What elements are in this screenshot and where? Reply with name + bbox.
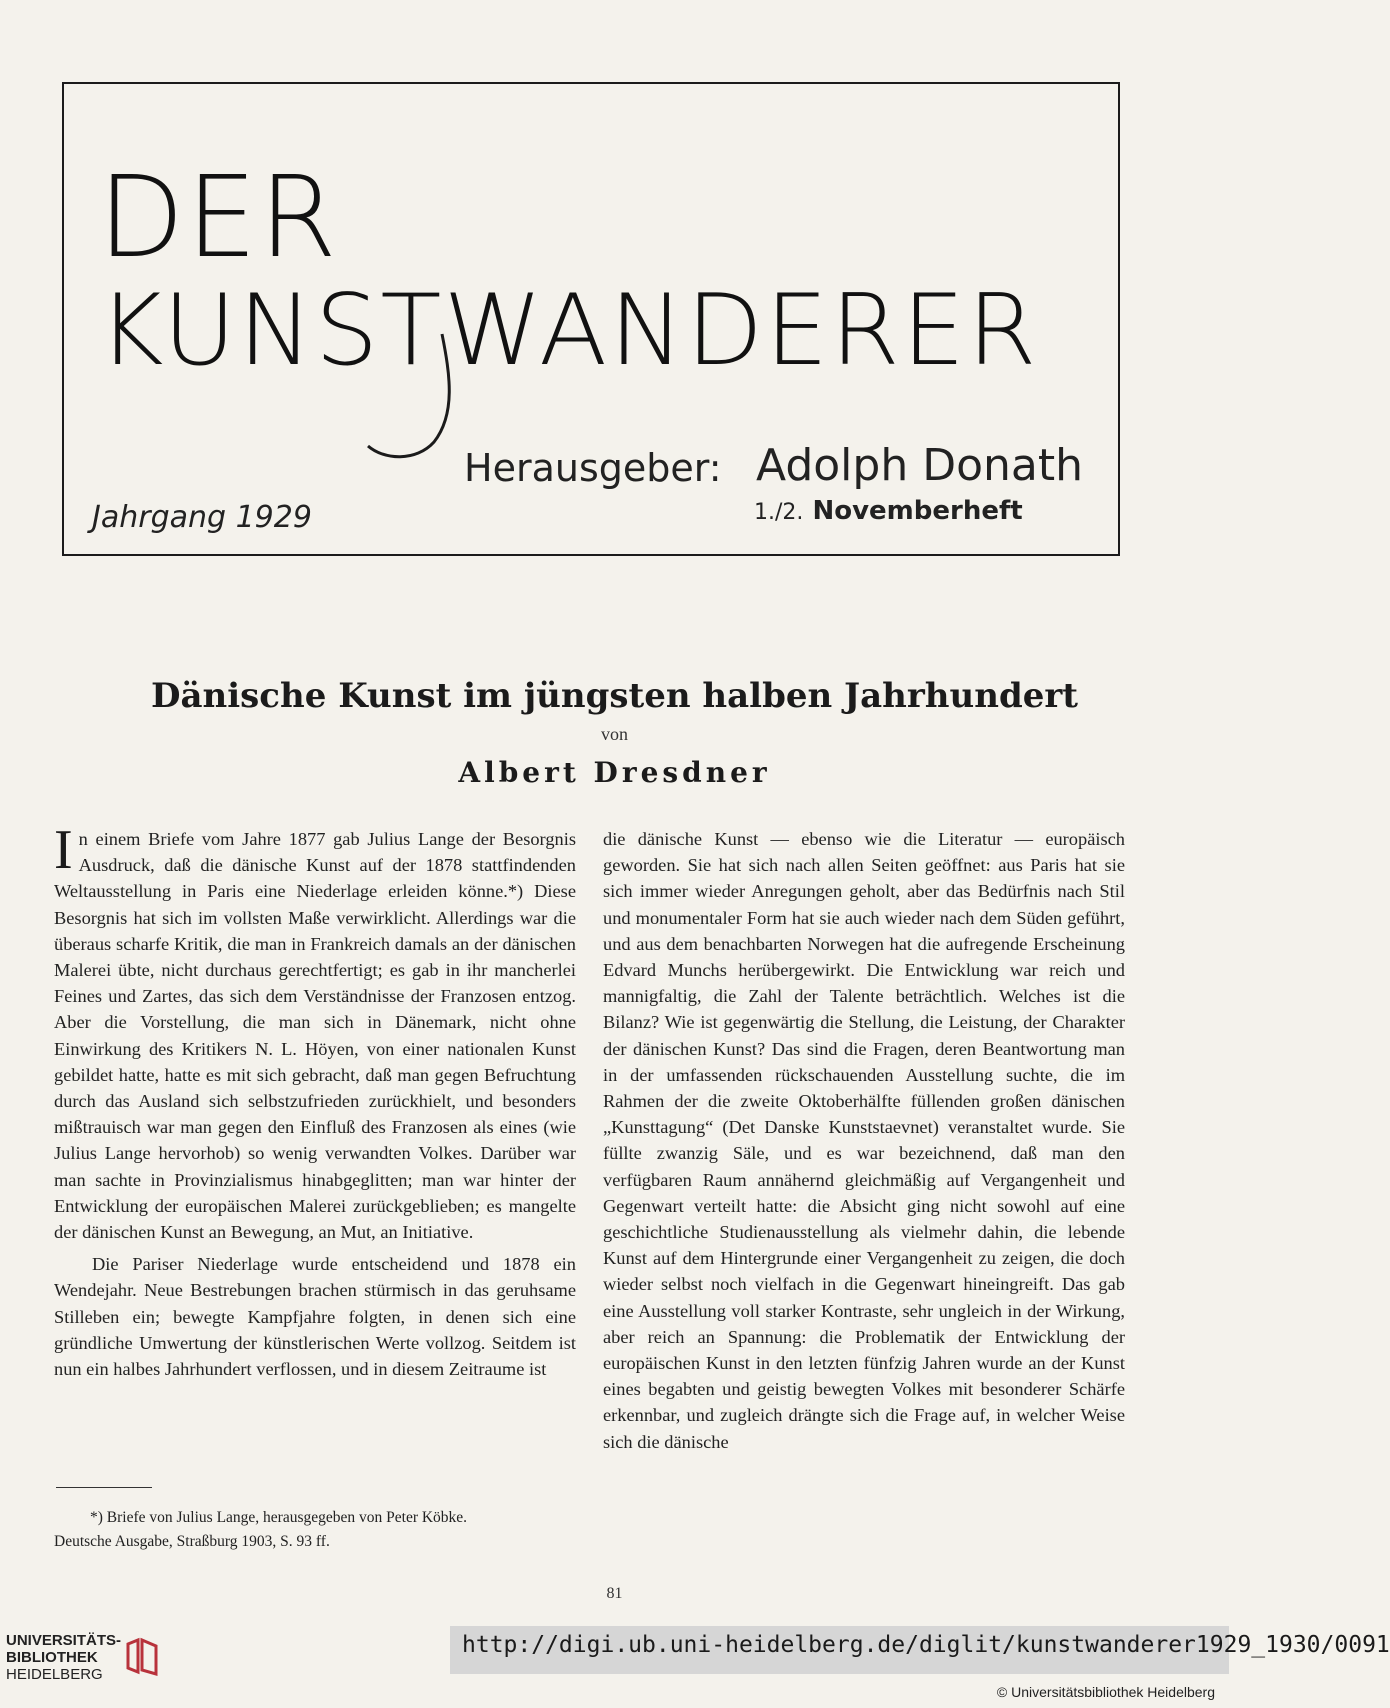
paragraph: Die Pariser Niederlage wurde entscheidend und 1878 ein Wendejahr. Neue Bestrebungen brachen stürmisch in das geruhsame Stilleben ein; bewegte Kampfjahre folgten, in denen sich eine gründliche Umwertung der künstlerischen Werte vollzog. Seitdem ist nun ein halbes Jahrhundert verflossen, und in diesem Zeitraume ist bbox=[54, 1254, 576, 1380]
text-column-left bbox=[54, 819, 576, 1382]
library-logo-icon bbox=[124, 1636, 160, 1676]
paragraph-text: n einem Briefe vom Jahre 1877 gab Julius Lange der Besorgnis Ausdruck, daß die dänische Kunst auf der 1878 stattfindenden Weltausstellung in Paris eine Niederlage erleiden könne.*) Diese Besorgnis hat sich im vollsten Maße verwirklicht. Allerdings war die überaus scharfe Kritik, die man in Frankreich damals an der dänischen Malerei übte, nicht durchaus gerechtfertigt; es gab in ihr mancherlei Feines und Zartes, das sich dem Verständnisse der Franzosen entzog. Aber die Vorstellung, die man sich in Dänemark, nicht ohne Einwirkung des Kritikers N. L. Höyen, von einer nationalen Kunst gebildet hatte, hatte es mit sich gebracht, daß man gegen Befruchtung durch das Ausland sich selbstzufrieden zurückhielt, und besonders mißtrauisch war man gegen den Einfluß des Franzosen als eines (wie Julius Lange hervorhob) so wenig verwandten Volkes. Darüber war man sachte in Provinzialismus hinabgeglitten; man war hinter der Entwicklung der europäischen Malerei zurückgeblieben; es mangelte der dänischen Kunst an Bewegung, an Mut, an Initiative. bbox=[54, 829, 576, 1243]
publisher-name: Adolph Donath bbox=[756, 440, 1083, 491]
library-name-line3: HEIDELBERG bbox=[6, 1666, 103, 1683]
issue-month: Novemberheft bbox=[812, 496, 1023, 526]
article-title: Dänische Kunst im jüngsten halben Jahrhundert bbox=[151, 676, 1078, 716]
issue-label bbox=[754, 496, 1023, 526]
publisher-label: Herausgeber: bbox=[464, 446, 722, 490]
volume-year: Jahrgang 1929 bbox=[92, 500, 312, 535]
copyright-notice: © Universitätsbibliothek Heidelberg bbox=[996, 1684, 1215, 1700]
masthead-frame bbox=[62, 82, 1120, 556]
footnote bbox=[54, 1506, 576, 1554]
article-author: Albert Dresdner bbox=[458, 756, 771, 789]
article-byline-von: von bbox=[601, 724, 628, 744]
library-logo-text bbox=[6, 1632, 121, 1683]
drop-cap: I bbox=[54, 819, 73, 881]
masthead-title-der: DER bbox=[98, 153, 339, 283]
paragraph: die dänische Kunst — ebenso wie die Literatur — europäisch geworden. Sie hat sich nach allen Seiten geöffnet: aus Paris hat sie sich immer wieder Anregungen geholt, aber das Bedürfnis nach Stil und monumentaler Form hat sie auch wieder nach dem Süden geführt, und aus dem benachbarten Norwegen hat die aufregende Erscheinung Edvard Munchs herübergewirkt. Die Entwicklung war reich und mannigfaltig, die Zahl der Talente beträchtlich. Welches ist die Bilanz? Wie ist gegenwärtig die Stellung, die Leistung, der Charakter der dänischen Kunst? Das sind die Fragen, deren Beantwortung man in der umfassenden rückschauenden Ausstellung suchte, die im Rahmen der die zweite Oktoberhälfte füllenden großen dänischen „Kunsttagung“ (Det Danske Kunststaevnet) veranstaltet wurde. Sie füllte zwanzig Säle, und es war bezeichnend, daß man den verfügbaren Raum annähernd gleichmäßig auf Vergangenheit und Gegenwart verteilt hatte: die Absicht ging nicht sowohl auf eine geschichtliche Studienausstellung als vielmehr dahin, die lebende Kunst auf dem Hintergrunde einer Vergangenheit zu zeigen, die doch wieder selbst noch vielfach in die Gegenwart hineingreift. Das gab eine Ausstellung voll starker Kontraste, sehr ungleich in der Wirkung, aber reich an Spannung: die Problematik der Entwicklung der europäischen Kunst in den letzten fünfzig Jahren wurde an der Kunst eines begabten und geistig bewegten Volkes mit besonderer Schärfe erkennbar, und zugleich drängte sich die Frage auf, in welcher Weise sich die dänische bbox=[603, 829, 1125, 1452]
text-column-right bbox=[603, 826, 1125, 1455]
footnote-divider bbox=[56, 1487, 152, 1488]
paragraph bbox=[54, 819, 576, 1245]
issue-number: 1./2. bbox=[754, 500, 804, 525]
masthead-flourish-icon bbox=[364, 334, 484, 464]
masthead-title-kunstwanderer: KUNSTWANDERER bbox=[98, 274, 1039, 388]
permalink-url[interactable]: http://digi.ub.uni-heidelberg.de/diglit/kunstwanderer1929_1930/0091 bbox=[462, 1632, 1390, 1658]
footnote-line: *) Briefe von Julius Lange, herausgegeben von Peter Köbke. bbox=[90, 1509, 468, 1526]
page-number: 81 bbox=[606, 1585, 623, 1602]
footnote-line: Deutsche Ausgabe, Straßburg 1903, S. 93 ff. bbox=[54, 1533, 330, 1550]
library-name-line1: UNIVERSITÄTS- bbox=[6, 1632, 122, 1649]
library-name-line2: BIBLIOTHEK bbox=[6, 1649, 98, 1666]
